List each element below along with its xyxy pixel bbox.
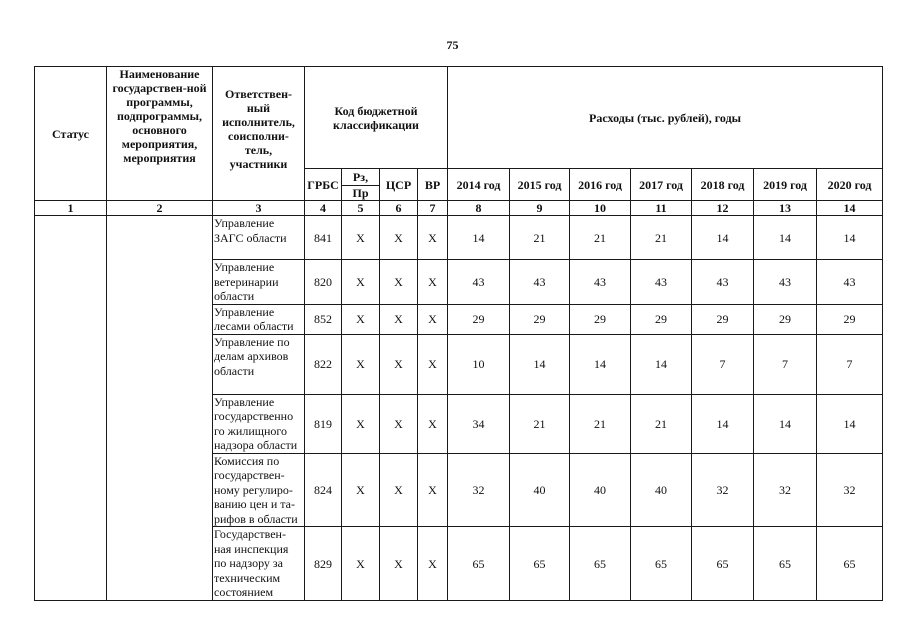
expense-cell: 7	[754, 334, 817, 394]
grbs-cell: 829	[305, 527, 342, 601]
expense-cell: 65	[692, 527, 754, 601]
expense-cell: 32	[448, 453, 510, 527]
csr-cell: Х	[380, 216, 418, 260]
column-number: 6	[380, 201, 418, 216]
grbs-cell: 824	[305, 453, 342, 527]
expense-cell: 14	[510, 334, 570, 394]
expense-cell: 14	[817, 216, 883, 260]
expense-cell: 32	[817, 453, 883, 527]
rz-cell: Х	[342, 260, 380, 305]
executor-cell: Управление ветеринарии области	[213, 260, 305, 305]
executor-cell: Государствен-ная инспекция по надзору за техническим состоянием	[213, 527, 305, 601]
column-number: 8	[448, 201, 510, 216]
header-year: 2019 год	[754, 169, 817, 201]
header-year: 2016 год	[570, 169, 631, 201]
expense-cell: 21	[570, 216, 631, 260]
expense-cell: 21	[570, 394, 631, 453]
expense-cell: 29	[510, 304, 570, 334]
expense-cell: 43	[631, 260, 692, 305]
header-expenses: Расходы (тыс. рублей), годы	[448, 67, 883, 169]
expense-cell: 14	[631, 334, 692, 394]
expense-cell: 21	[510, 394, 570, 453]
header-status: Статус	[35, 67, 107, 201]
expense-cell: 29	[631, 304, 692, 334]
column-number: 5	[342, 201, 380, 216]
executor-cell: Управление ЗАГС области	[213, 216, 305, 260]
column-number: 1	[35, 201, 107, 216]
expense-cell: 43	[448, 260, 510, 305]
expense-cell: 43	[754, 260, 817, 305]
page-number: 75	[446, 38, 459, 52]
expense-cell: 7	[817, 334, 883, 394]
header-csr: ЦСР	[380, 169, 418, 201]
header-year: 2020 год	[817, 169, 883, 201]
header-budget-code: Код бюджетной классификации	[305, 67, 448, 169]
expense-cell: 43	[692, 260, 754, 305]
expense-cell: 29	[754, 304, 817, 334]
vr-cell: Х	[418, 453, 448, 527]
column-number: 10	[570, 201, 631, 216]
executor-cell: Управление лесами области	[213, 304, 305, 334]
rz-cell: Х	[342, 453, 380, 527]
header-year: 2018 год	[692, 169, 754, 201]
header-grbs: ГРБС	[305, 169, 342, 201]
expense-cell: 43	[817, 260, 883, 305]
expense-cell: 29	[692, 304, 754, 334]
expense-cell: 29	[448, 304, 510, 334]
column-number-row	[35, 201, 883, 216]
expense-cell: 7	[692, 334, 754, 394]
header-pr: Пр	[352, 186, 369, 200]
expense-cell: 65	[570, 527, 631, 601]
expense-cell: 14	[817, 394, 883, 453]
grbs-cell: 820	[305, 260, 342, 305]
vr-cell: Х	[418, 334, 448, 394]
vr-cell: Х	[418, 394, 448, 453]
column-number: 2	[107, 201, 213, 216]
csr-cell: Х	[380, 453, 418, 527]
executor-cell: Управление государственно го жилищного надзора области	[213, 394, 305, 453]
expense-cell: 21	[510, 216, 570, 260]
grbs-cell: 819	[305, 394, 342, 453]
column-number: 4	[305, 201, 342, 216]
program-name-cell	[107, 216, 213, 601]
rz-cell: Х	[342, 527, 380, 601]
expense-cell: 29	[570, 304, 631, 334]
expense-cell: 65	[510, 527, 570, 601]
expense-cell: 65	[631, 527, 692, 601]
expense-cell: 40	[631, 453, 692, 527]
expense-cell: 65	[817, 527, 883, 601]
csr-cell: Х	[380, 527, 418, 601]
column-number: 12	[692, 201, 754, 216]
csr-cell: Х	[380, 260, 418, 305]
expense-cell: 34	[448, 394, 510, 453]
header-vr: ВР	[418, 169, 448, 201]
header-year: 2017 год	[631, 169, 692, 201]
executor-cell: Комиссия по государствен-ному регулиро-ванию цен и та-рифов в области	[213, 453, 305, 527]
expense-cell: 10	[448, 334, 510, 394]
expense-cell: 14	[754, 216, 817, 260]
expense-cell: 14	[754, 394, 817, 453]
csr-cell: Х	[380, 334, 418, 394]
expense-cell: 65	[754, 527, 817, 601]
expense-cell: 32	[692, 453, 754, 527]
expense-cell: 43	[570, 260, 631, 305]
header-rz-pr	[342, 169, 380, 201]
expense-cell: 43	[510, 260, 570, 305]
column-number: 7	[418, 201, 448, 216]
expense-cell: 14	[448, 216, 510, 260]
expense-cell: 40	[570, 453, 631, 527]
expense-cell: 14	[692, 394, 754, 453]
column-number: 3	[213, 201, 305, 216]
expense-cell: 32	[754, 453, 817, 527]
header-year: 2014 год	[448, 169, 510, 201]
column-number: 9	[510, 201, 570, 216]
vr-cell: Х	[418, 527, 448, 601]
header-year: 2015 год	[510, 169, 570, 201]
expense-cell: 21	[631, 216, 692, 260]
header-rz: Рз,	[342, 169, 379, 186]
rz-cell: Х	[342, 334, 380, 394]
rz-cell: Х	[342, 304, 380, 334]
table-row	[35, 216, 883, 260]
expense-cell: 65	[448, 527, 510, 601]
column-number: 13	[754, 201, 817, 216]
table-header	[35, 67, 883, 216]
rz-cell: Х	[342, 394, 380, 453]
vr-cell: Х	[418, 260, 448, 305]
budget-table	[34, 66, 883, 601]
csr-cell: Х	[380, 304, 418, 334]
grbs-cell: 852	[305, 304, 342, 334]
grbs-cell: 822	[305, 334, 342, 394]
column-number: 14	[817, 201, 883, 216]
csr-cell: Х	[380, 394, 418, 453]
rz-cell: Х	[342, 216, 380, 260]
expense-cell: 14	[692, 216, 754, 260]
executor-cell: Управление по делам архивов области	[213, 334, 305, 394]
table-body	[35, 216, 883, 601]
header-program-name: Наименование государствен-ной программы, подпрограммы, основного мероприятия, мероприятия	[107, 67, 213, 201]
vr-cell: Х	[418, 304, 448, 334]
grbs-cell: 841	[305, 216, 342, 260]
expense-cell: 21	[631, 394, 692, 453]
vr-cell: Х	[418, 216, 448, 260]
expense-cell: 29	[817, 304, 883, 334]
status-cell	[35, 216, 107, 601]
expense-cell: 40	[510, 453, 570, 527]
column-number: 11	[631, 201, 692, 216]
expense-cell: 14	[570, 334, 631, 394]
header-responsible: Ответствен-ный исполнитель, соисполни-тель, участники	[213, 67, 305, 201]
